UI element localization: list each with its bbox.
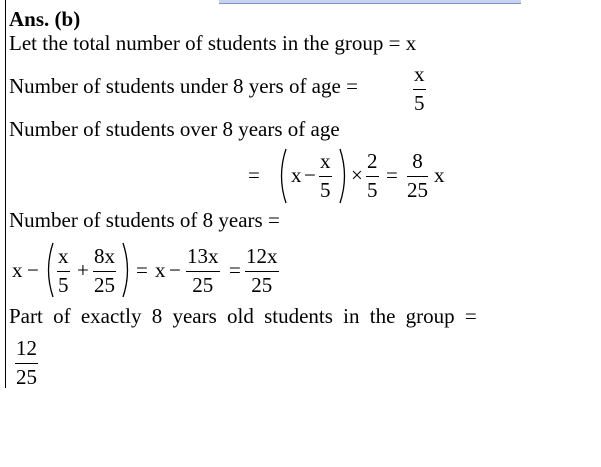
eq2-fraction-8x-over-25 [93, 246, 116, 296]
line-over-8-text: Number of students over 8 years of age [9, 117, 340, 141]
eq2-minus: − [27, 258, 39, 282]
eq1-fraction-8-over-25 [407, 151, 428, 201]
eq2-equals-sign: = [136, 258, 148, 282]
final-fraction-12-over-25 [15, 338, 38, 388]
eq1-equals-sign-2: = [386, 163, 398, 187]
eq1-minus: − [304, 163, 316, 187]
eq1-equals-sign: = [248, 163, 260, 187]
fraction-bar [413, 89, 426, 90]
line-under-8-text: Number of students under 8 yers of age = [9, 74, 358, 98]
eq2-left-paren [43, 242, 55, 298]
left-margin-rule [5, 0, 6, 388]
fraction-numerator: 8 [412, 149, 423, 173]
fraction-denominator: 5 [414, 91, 425, 115]
line-total-students: Let the total number of students in the group = x [9, 31, 417, 55]
fraction-denominator: 25 [192, 273, 214, 297]
eq1-fraction-x-over-5 [319, 151, 332, 201]
fraction-numerator: 8x [94, 244, 115, 268]
line-part-of-8-years-text: Part of exactly 8 years old students in the group = [9, 304, 477, 328]
eq2-right-paren [121, 242, 133, 298]
answer-label: Ans. (b) [9, 7, 81, 31]
fraction-numerator: x [320, 149, 331, 173]
fraction-bar [366, 176, 379, 177]
fraction-denominator: 25 [16, 365, 37, 389]
fraction-denominator: 5 [58, 273, 69, 297]
eq1-times: × [351, 163, 363, 187]
eq2-x-2: x [155, 258, 166, 282]
fraction-denominator: 5 [320, 178, 331, 202]
eq1-right-paren [338, 148, 350, 204]
eq2-minus-2: − [169, 258, 181, 282]
fraction-denominator: 25 [407, 178, 428, 202]
fraction-bar [57, 271, 70, 272]
line-of-8-years-text: Number of students of 8 years = [9, 208, 280, 232]
fraction-numerator: x [414, 62, 425, 86]
eq1-fraction-2-over-5 [366, 151, 379, 201]
top-highlight-bar [219, 0, 521, 4]
eq1-x: x [291, 163, 302, 187]
fraction-bar [186, 271, 220, 272]
fraction-bar [93, 271, 116, 272]
fraction-denominator: 25 [251, 273, 273, 297]
eq1-left-paren [276, 148, 288, 204]
fraction-numerator: 2 [367, 149, 378, 173]
fraction-numerator: 12x [246, 244, 278, 268]
fraction-bar [245, 271, 279, 272]
eq2-fraction-13x-over-25 [186, 246, 220, 296]
eq2-x: x [12, 258, 23, 282]
fraction-denominator: 5 [367, 178, 378, 202]
fraction-numerator: 12 [16, 336, 37, 360]
eq2-fraction-12x-over-25 [245, 246, 279, 296]
eq2-plus: + [77, 258, 89, 282]
eq2-equals-sign-2: = [229, 258, 241, 282]
fraction-bar [15, 363, 38, 364]
fraction-bar [319, 176, 332, 177]
fraction-x-over-5 [413, 64, 426, 114]
fraction-denominator: 25 [94, 273, 115, 297]
fraction-numerator: 13x [187, 244, 219, 268]
fraction-numerator: x [58, 244, 69, 268]
eq2-fraction-x-over-5 [57, 246, 70, 296]
fraction-bar [407, 176, 428, 177]
eq1-x-tail: x [434, 163, 445, 187]
